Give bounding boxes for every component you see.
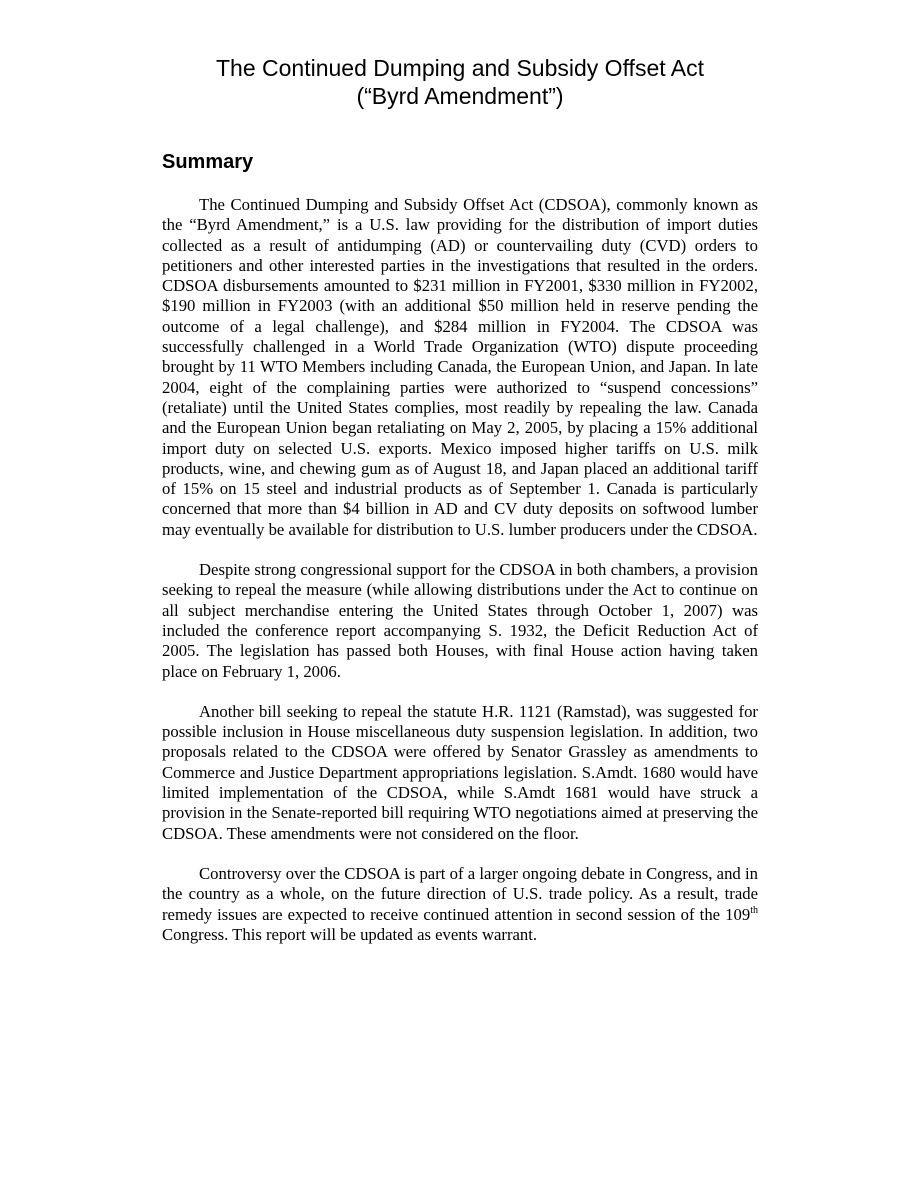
summary-paragraph-4 <box>162 864 758 945</box>
ordinal-superscript: th <box>750 904 758 916</box>
paragraph-4-text-after: Congress. This report will be updated as events warrant. <box>162 924 538 944</box>
summary-paragraph-2: Despite strong congressional support for the CDSOA in both chambers, a provision seeking to repeal the measure (while allowing distributions under the Act to continue on all subject merchandise entering the United States through October 1, 2007) was included the conference report accompanying S. 1932, the Deficit Reduction Act of 2005. The legislation has passed both Houses, with final House action having taken place on February 1, 2006. <box>162 560 758 681</box>
title-line-1: The Continued Dumping and Subsidy Offset Act <box>216 55 704 81</box>
paragraph-4-text-before: Controversy over the CDSOA is part of a larger ongoing debate in Congress, and in the country as a whole, on the future direction of U.S. trade policy. As a result, trade remedy issues are expected to receive continued attention in second session of the 109 <box>162 863 758 924</box>
summary-paragraph-3: Another bill seeking to repeal the statute H.R. 1121 (Ramstad), was suggested for possible inclusion in House miscellaneous duty suspension legislation. In addition, two proposals related to the CDSOA were offered by Senator Grassley as amendments to Commerce and Justice Department appropriations legislation. S.Amdt. 1680 would have limited implementation of the CDSOA, while S.Amdt 1681 would have struck a provision in the Senate-reported bill requiring WTO negotiations aimed at preserving the CDSOA. These amendments were not considered on the floor. <box>162 701 758 843</box>
document-title <box>162 54 758 110</box>
document-page <box>162 54 758 945</box>
summary-paragraph-1: The Continued Dumping and Subsidy Offset Act (CDSOA), commonly known as the “Byrd Amendment,” is a U.S. law providing for the distribution of import duties collected as a result of antidumping (AD) or countervailing duty (CVD) orders to petitioners and other interested parties in the investigations that resulted in the orders. CDSOA disbursements amounted to $231 million in FY2001, $330 million in FY2002, $190 million in FY2003 (with an additional $50 million held in reserve pending the outcome of a legal challenge), and $284 million in FY2004. The CDSOA was successfully challenged in a World Trade Organization (WTO) dispute proceeding brought by 11 WTO Members including Canada, the European Union, and Japan. In late 2004, eight of the complaining parties were authorized to “suspend concessions” (retaliate) until the United States complies, most readily by repealing the law. Canada and the European Union began retaliating on May 2, 2005, by placing a 15% additional import duty on selected U.S. exports. Mexico imposed higher tariffs on U.S. milk products, wine, and chewing gum as of August 18, and Japan placed an additional tariff of 15% on 15 steel and industrial products as of September 1. Canada is particularly concerned that more than $4 billion in AD and CV duty deposits on softwood lumber may eventually be available for distribution to U.S. lumber producers under the CDSOA. <box>162 195 758 539</box>
summary-heading: Summary <box>162 151 254 173</box>
title-line-2: (“Byrd Amendment”) <box>356 83 564 109</box>
